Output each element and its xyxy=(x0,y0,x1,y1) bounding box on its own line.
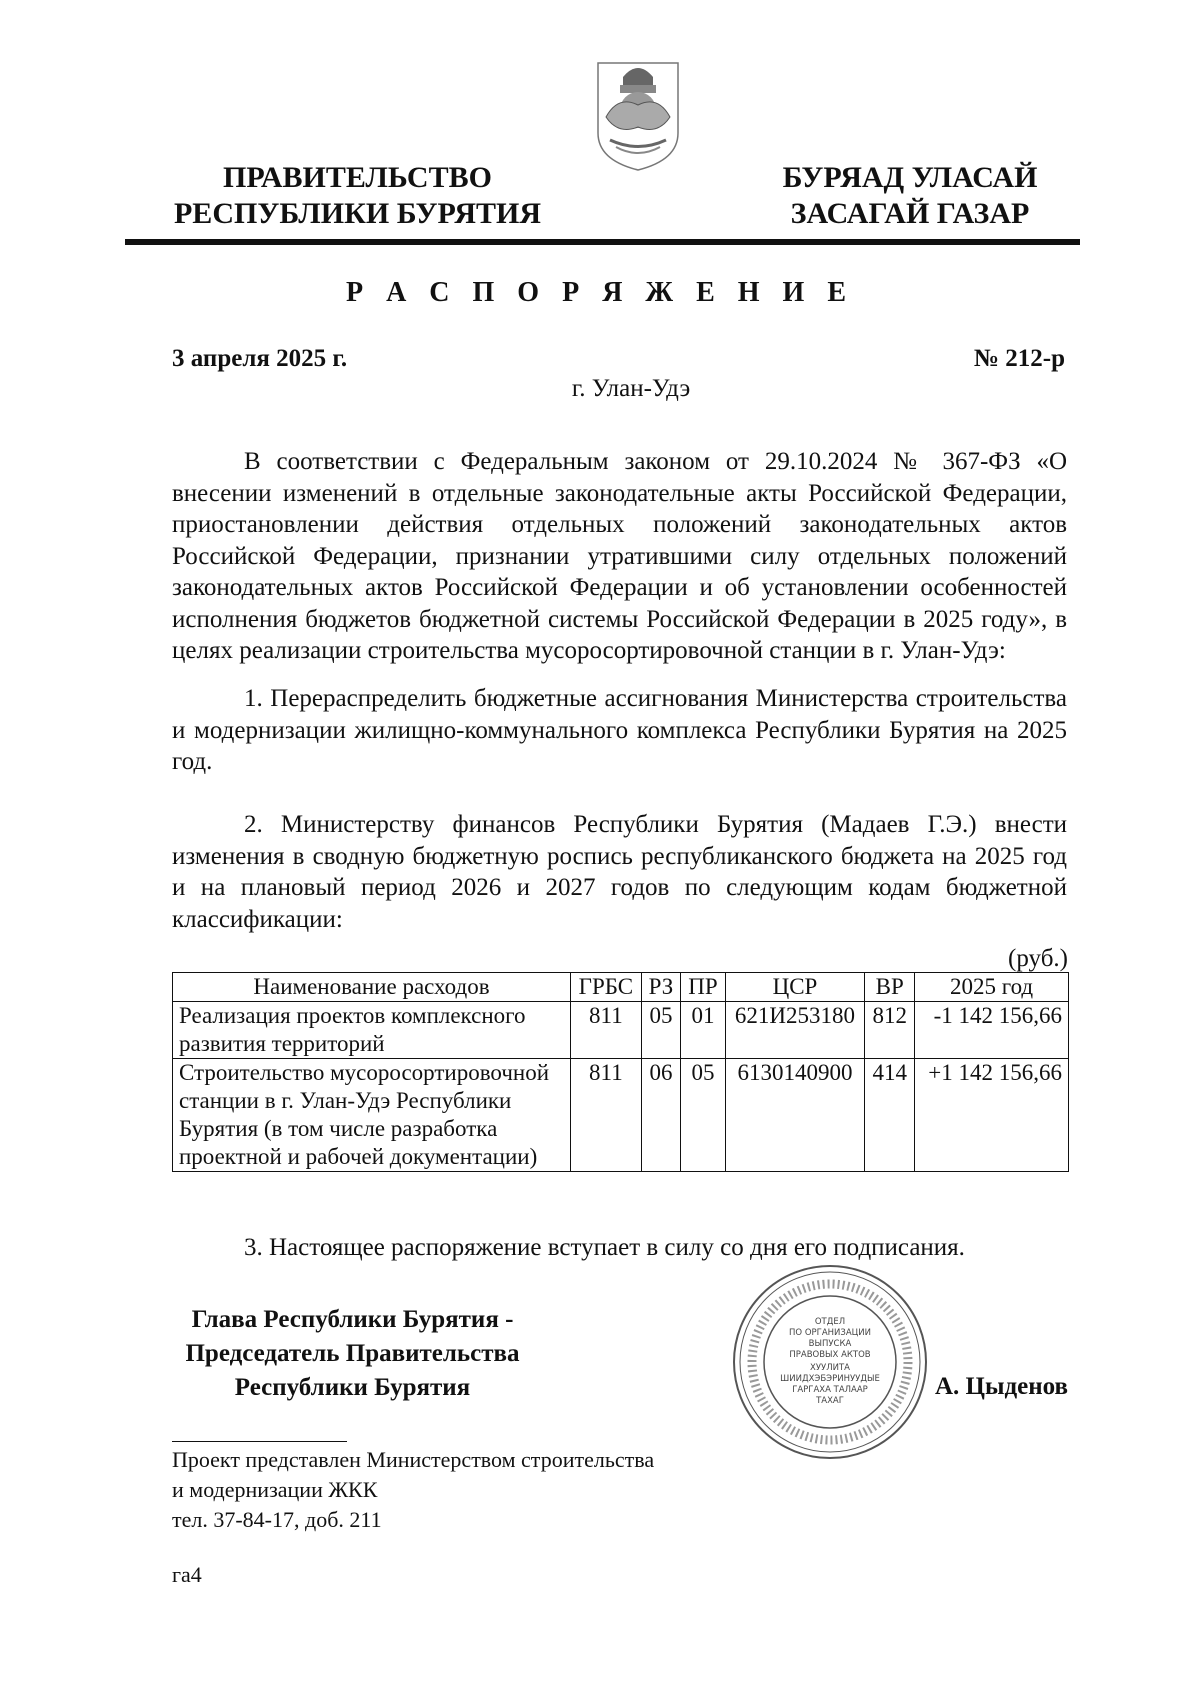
official-seal-icon xyxy=(730,1262,930,1462)
header-divider xyxy=(125,239,1080,245)
header-left-line1: ПРАВИТЕЛЬСТВО xyxy=(223,161,492,194)
budget-table xyxy=(172,972,1069,1172)
cell-vr: 812 xyxy=(865,1002,915,1059)
document-type: Р А С П О Р Я Ж Е Н И Е xyxy=(345,277,855,308)
table-row xyxy=(173,1059,1069,1172)
cell-csr: 6130140900 xyxy=(725,1059,865,1172)
signatory-line1: Глава Республики Бурятия - xyxy=(191,1306,514,1333)
cell-rz: 06 xyxy=(641,1059,680,1172)
cell-amount: +1 142 156,66 xyxy=(915,1059,1069,1172)
svg-text:ХУУЛИТА: ХУУЛИТА xyxy=(810,1363,850,1373)
item-3-paragraph: 3. Настоящее распоряжение вступает в силу со дня его подписания. xyxy=(244,1234,965,1261)
government-name-bua xyxy=(755,160,1065,232)
footer-line1: Проект представлен Министерством строительства xyxy=(172,1447,655,1472)
svg-text:ГАРГАХА ТАЛААР: ГАРГАХА ТАЛААР xyxy=(792,1385,868,1395)
cell-grbs: 811 xyxy=(571,1059,642,1172)
table-header-row xyxy=(173,973,1069,1002)
item-1-paragraph: 1. Перераспределить бюджетные ассигнования Министерства строительства и модернизации жилищно-коммунального комплекса Республики Бурятия на 2025 год. xyxy=(172,685,1067,775)
footer-divider xyxy=(172,1441,347,1442)
svg-text:ПО ОРГАНИЗАЦИИ: ПО ОРГАНИЗАЦИИ xyxy=(789,1328,871,1338)
header-grbs: ГРБС xyxy=(571,973,642,1002)
cell-rz: 05 xyxy=(641,1002,680,1059)
coat-of-arms-emblem xyxy=(588,55,688,175)
cell-vr: 414 xyxy=(865,1059,915,1172)
table-units: (руб.) xyxy=(1008,945,1068,972)
cell-amount: -1 142 156,66 xyxy=(915,1002,1069,1059)
signatory-name: А. Цыденов xyxy=(935,1373,1069,1400)
preamble-paragraph: В соответствии с Федеральным законом от 29.10.2024 № 367-ФЗ «О внесении изменений в отдельные законодательные акты Российской Федерации, приостановлении действия отдельных положений законодательных актов Российской Федерации, признании утратившими силу отдельных положений законодательных актов Российской Федерации и об установлении особенностей исполнения бюджетов бюджетной системы Российской Федерации в 2025 году», в целях реализации строительства мусоросортировочной станции в г. Улан-Удэ: xyxy=(172,448,1067,664)
header-right-line1: БУРЯАД УЛАСАЙ xyxy=(782,161,1038,194)
document-code: га4 xyxy=(172,1562,202,1587)
signatory-position xyxy=(165,1303,540,1405)
table-row xyxy=(173,1002,1069,1059)
footer-line2: и модернизации ЖКК xyxy=(172,1477,378,1502)
cell-name: Строительство мусоросортировочной станции в г. Улан-Удэ Республики Бурятия (в том числе разработка проектной и рабочей документации) xyxy=(173,1059,571,1172)
cell-pr: 05 xyxy=(681,1059,725,1172)
signatory-line3: Республики Бурятия xyxy=(234,1374,471,1401)
cell-grbs: 811 xyxy=(571,1002,642,1059)
header-year: 2025 год xyxy=(915,973,1069,1002)
svg-text:ПРАВОВЫХ АКТОВ: ПРАВОВЫХ АКТОВ xyxy=(789,1350,871,1360)
document-number: № 212-р xyxy=(973,345,1065,372)
document-date: 3 апреля 2025 г. xyxy=(172,345,348,372)
header-csr: ЦСР xyxy=(725,973,865,1002)
government-name-ru xyxy=(165,160,550,232)
svg-text:ВЫПУСКА: ВЫПУСКА xyxy=(808,1339,852,1349)
header-rz: РЗ xyxy=(641,973,680,1002)
header-vr: ВР xyxy=(865,973,915,1002)
signatory-line2: Председатель Правительства xyxy=(185,1340,520,1367)
svg-text:ОТДЕЛ: ОТДЕЛ xyxy=(814,1317,846,1327)
cell-pr: 01 xyxy=(681,1002,725,1059)
header-pr: ПР xyxy=(681,973,725,1002)
cell-csr: 621И253180 xyxy=(725,1002,865,1059)
footer-line3: тел. 37-84-17, доб. 211 xyxy=(172,1507,382,1532)
svg-text:ТАХАГ: ТАХАГ xyxy=(816,1396,844,1406)
document-city: г. Улан-Удэ xyxy=(571,375,691,402)
item-2-paragraph: 2. Министерству финансов Республики Бурятия (Мадаев Г.Э.) внести изменения в сводную бюджетную роспись республиканского бюджета на 2025 год и на плановый период 2026 и 2027 годов по следующим кодам бюджетной классификации: xyxy=(172,811,1067,933)
footer-note xyxy=(172,1445,732,1535)
header-left-line2: РЕСПУБЛИКИ БУРЯТИЯ xyxy=(173,197,542,230)
cell-name: Реализация проектов комплексного развития территорий xyxy=(173,1002,571,1059)
svg-text:ШИИДХЭБЭРИНУУДЫЕ: ШИИДХЭБЭРИНУУДЫЕ xyxy=(780,1374,880,1384)
header-name: Наименование расходов xyxy=(173,973,571,1002)
header-right-line2: ЗАСАГАЙ ГАЗАР xyxy=(790,197,1030,230)
